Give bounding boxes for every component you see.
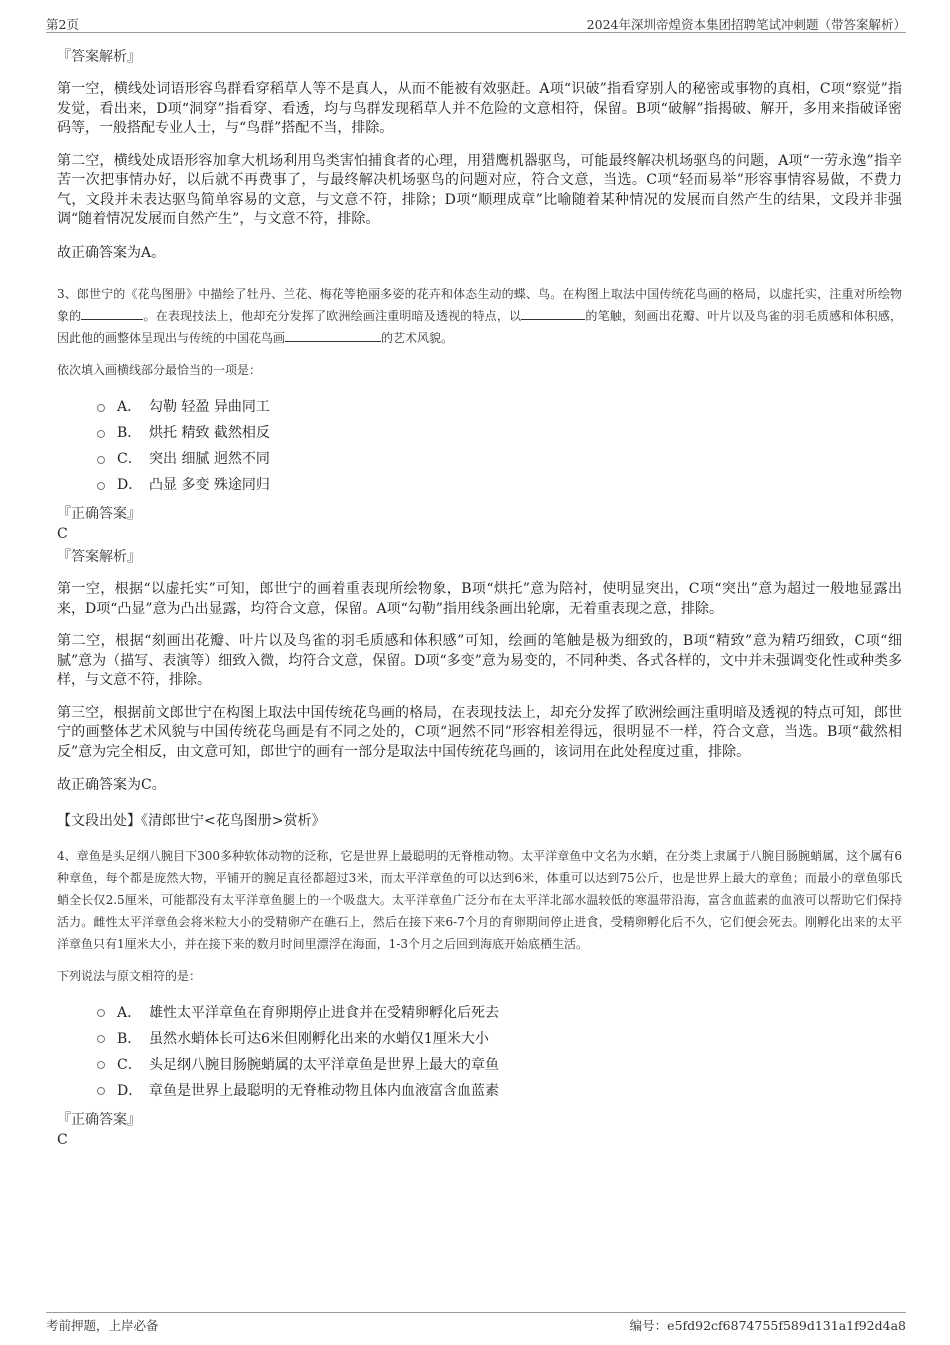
footer-slogan: 考前押题，上岸必备 bbox=[46, 1318, 159, 1333]
option-text: 雄性太平洋章鱼在育卵期停止进食并在受精卵孵化后死去 bbox=[149, 1004, 499, 1021]
option-text: 虽然水蛸体长可达6米但刚孵化出来的水蛸仅1厘米大小 bbox=[149, 1030, 489, 1047]
analysis-paragraph: 第一空，横线处词语形容鸟群看穿稻草人等不是真人，从而不能被有效驱赶。A项“识破”指看穿别人的秘密或事物的真相，C项“察觉”指发觉，看出来，D项“洞穿”指看穿、看透，均与鸟群发现稻草人并不危险的文意相符，保留。B项“破解”指揭破、解开，多用来指破译密码等，一般搭配专业人士，与“鸟群”搭配不当，排除。 bbox=[57, 81, 902, 136]
option-text: 勾勒 轻盈 异曲同工 bbox=[149, 399, 270, 415]
option-b[interactable] bbox=[97, 419, 902, 445]
question-4-prompt: 下列说法与原文相符的是： bbox=[57, 968, 202, 983]
fill-blank-1 bbox=[81, 307, 143, 320]
option-text: 头足纲八腕目肠腕蛸属的太平洋章鱼是世界上最大的章鱼 bbox=[149, 1056, 499, 1073]
option-text: 烘托 精致 截然相反 bbox=[149, 425, 270, 441]
question-3-options bbox=[97, 393, 902, 497]
analysis-paragraph: 第三空，根据前文郎世宁在构图上取法中国传统花鸟画的格局，在表现技法上，却充分发挥了欧洲绘画注重明暗及透视的特点可知，郎世宁的画整体艺术风貌与中国传统花鸟画是有不同之处的，C项“迥然不同”形容相差得远，很明显不一样，符合文意，当选。B项“截然相反”意为完全相反，由文意可知，郎世宁的画有一部分是取法中国传统花鸟画的，该词用在此处程度过重，排除。 bbox=[57, 704, 902, 760]
question-4-stem: 4、章鱼是头足纲八腕目下300多种软体动物的泛称，它是世界上最聪明的无脊椎动物。太平洋章鱼中文名为水蛸，在分类上隶属于八腕目肠腕蛸属，这个属有6种章鱼，每个都是庞然大物，平铺开的腕足直径都超过3米，而太平洋章鱼的可以达到6米，体重可以达到75公斤，也是世界上最大的章鱼；而最小的章鱼邬氏蛸全长仅2.5厘米，可能都没有太平洋章鱼腿上的一个吸盘大。太平洋章鱼广泛分布在太平洋北部水温较低的寒温带沿海，富含血蓝素的血液可以帮助它们保持活力。雌性太平洋章鱼会将米粒大小的受精卵产在礁石上，然后在接下来6-7个月的育卵期间停止进食，受精卵孵化后不久，它们便会死去。刚孵化出来的太平洋章鱼只有1厘米大小，并在接下来的数月时间里漂浮在海面，1-3个月之后回到海底开始底栖生活。 bbox=[57, 848, 902, 951]
document-id: 编号：e5fd92cf6874755f589d131a1f92d4a8 bbox=[629, 1318, 906, 1333]
page-number: 第2页 bbox=[46, 17, 79, 32]
page-content bbox=[57, 46, 902, 1150]
correct-answer: C bbox=[57, 1131, 68, 1148]
option-d[interactable] bbox=[97, 471, 902, 497]
radio-icon[interactable] bbox=[97, 1009, 105, 1017]
analysis-paragraph: 第二空，根据“刻画出花瓣、叶片以及鸟雀的羽毛质感和体积感”可知，绘画的笔触是极为细致的，B项“精致”意为精巧细致，C项“细腻”意为（描写、表演等）细致入微，均符合文意，保留。D项“多变”意为易变的，不同种类、各式各样的，文中并未强调变化性或种类多样，与文意不符，排除。 bbox=[57, 633, 902, 688]
option-letter: A． bbox=[117, 399, 142, 415]
page-footer bbox=[46, 1312, 906, 1333]
source-citation: 【文段出处】《清郎世宁<花鸟图册>赏析》 bbox=[57, 812, 326, 829]
page-header bbox=[46, 12, 906, 33]
option-letter: D． bbox=[117, 477, 143, 493]
option-c[interactable] bbox=[97, 445, 902, 471]
radio-icon[interactable] bbox=[97, 430, 105, 438]
option-text: 凸显 多变 殊途同归 bbox=[149, 477, 270, 493]
document-title: 2024年深圳帝煌资本集团招聘笔试冲刺题（带答案解析） bbox=[586, 17, 906, 32]
option-letter: C． bbox=[117, 451, 142, 467]
analysis-heading: 『答案解析』 bbox=[57, 549, 141, 565]
question-4-options bbox=[97, 999, 902, 1103]
radio-icon[interactable] bbox=[97, 1035, 105, 1043]
question-3-prompt: 依次填入画横线部分最恰当的一项是： bbox=[57, 363, 262, 377]
radio-icon[interactable] bbox=[97, 456, 105, 464]
option-letter: A． bbox=[117, 1004, 142, 1021]
option-text: 突出 细腻 迥然不同 bbox=[149, 451, 270, 467]
option-a[interactable] bbox=[97, 393, 902, 419]
option-c[interactable] bbox=[97, 1051, 902, 1077]
radio-icon[interactable] bbox=[97, 1061, 105, 1069]
correct-answer-heading: 『正确答案』 bbox=[57, 1111, 141, 1128]
analysis-conclusion: 故正确答案为A。 bbox=[57, 244, 166, 261]
question-3-stem: 3、郎世宁的《花鸟图册》中描绘了牡丹、兰花、梅花等艳丽多姿的花卉和体态生动的蝶、鸟。在构图上取法中国传统花鸟画的格局，以虚托实，注重对所绘物象的 。在表现技法上，他却充分发挥了欧洲绘画注重明暗及透视的特点，以 的笔触，刻画出花瓣、叶片以及鸟雀的羽毛质感和体积感，因此他的画整体呈现出与传统的中国花鸟画 的艺术风貌。 bbox=[57, 287, 902, 345]
fill-blank-3 bbox=[285, 329, 381, 342]
option-text: 章鱼是世界上最聪明的无脊椎动物且体内血液富含血蓝素 bbox=[149, 1082, 499, 1099]
radio-icon[interactable] bbox=[97, 404, 105, 412]
option-d[interactable] bbox=[97, 1077, 902, 1103]
fill-blank-2 bbox=[521, 307, 585, 320]
option-a[interactable] bbox=[97, 999, 902, 1025]
analysis-paragraph: 第一空，根据“以虚托实”可知，郎世宁的画着重表现所绘物象，B项“烘托”意为陪衬，使明显突出，C项“突出”意为超过一般地显露出来，D项“凸显”意为凸出显露，均符合文意，保留。A项“勾勒”指用线条画出轮廓，无着重表现之意，排除。 bbox=[57, 581, 902, 617]
radio-icon[interactable] bbox=[97, 482, 105, 490]
radio-icon[interactable] bbox=[97, 1087, 105, 1095]
analysis-conclusion: 故正确答案为C。 bbox=[57, 777, 166, 793]
option-letter: C． bbox=[117, 1056, 142, 1073]
analysis-paragraph: 第二空，横线处成语形容加拿大机场利用鸟类害怕捕食者的心理，用猎鹰机器驱鸟，可能最终解决机场驱鸟的问题，A项“一劳永逸”指辛苦一次把事情办好，以后就不再费事了，与最终解决机场驱鸟的问题对应，符合文意，当选。C项“轻而易举”形容事情容易做，不费力气，文段并未表达驱鸟简单容易的文意，与文意不符，排除；D项“顺理成章”比喻随着某种情况的发展而自然产生的结果，文段并非强调“随着情况发展而自然产生”，与文意不符，排除。 bbox=[57, 152, 902, 227]
option-letter: B． bbox=[117, 1030, 142, 1047]
option-letter: B． bbox=[117, 425, 142, 441]
correct-answer-heading: 『正确答案』 bbox=[57, 506, 141, 522]
option-b[interactable] bbox=[97, 1025, 902, 1051]
correct-answer: C bbox=[57, 526, 68, 542]
analysis-heading: 『答案解析』 bbox=[57, 49, 141, 65]
option-letter: D． bbox=[117, 1082, 143, 1099]
